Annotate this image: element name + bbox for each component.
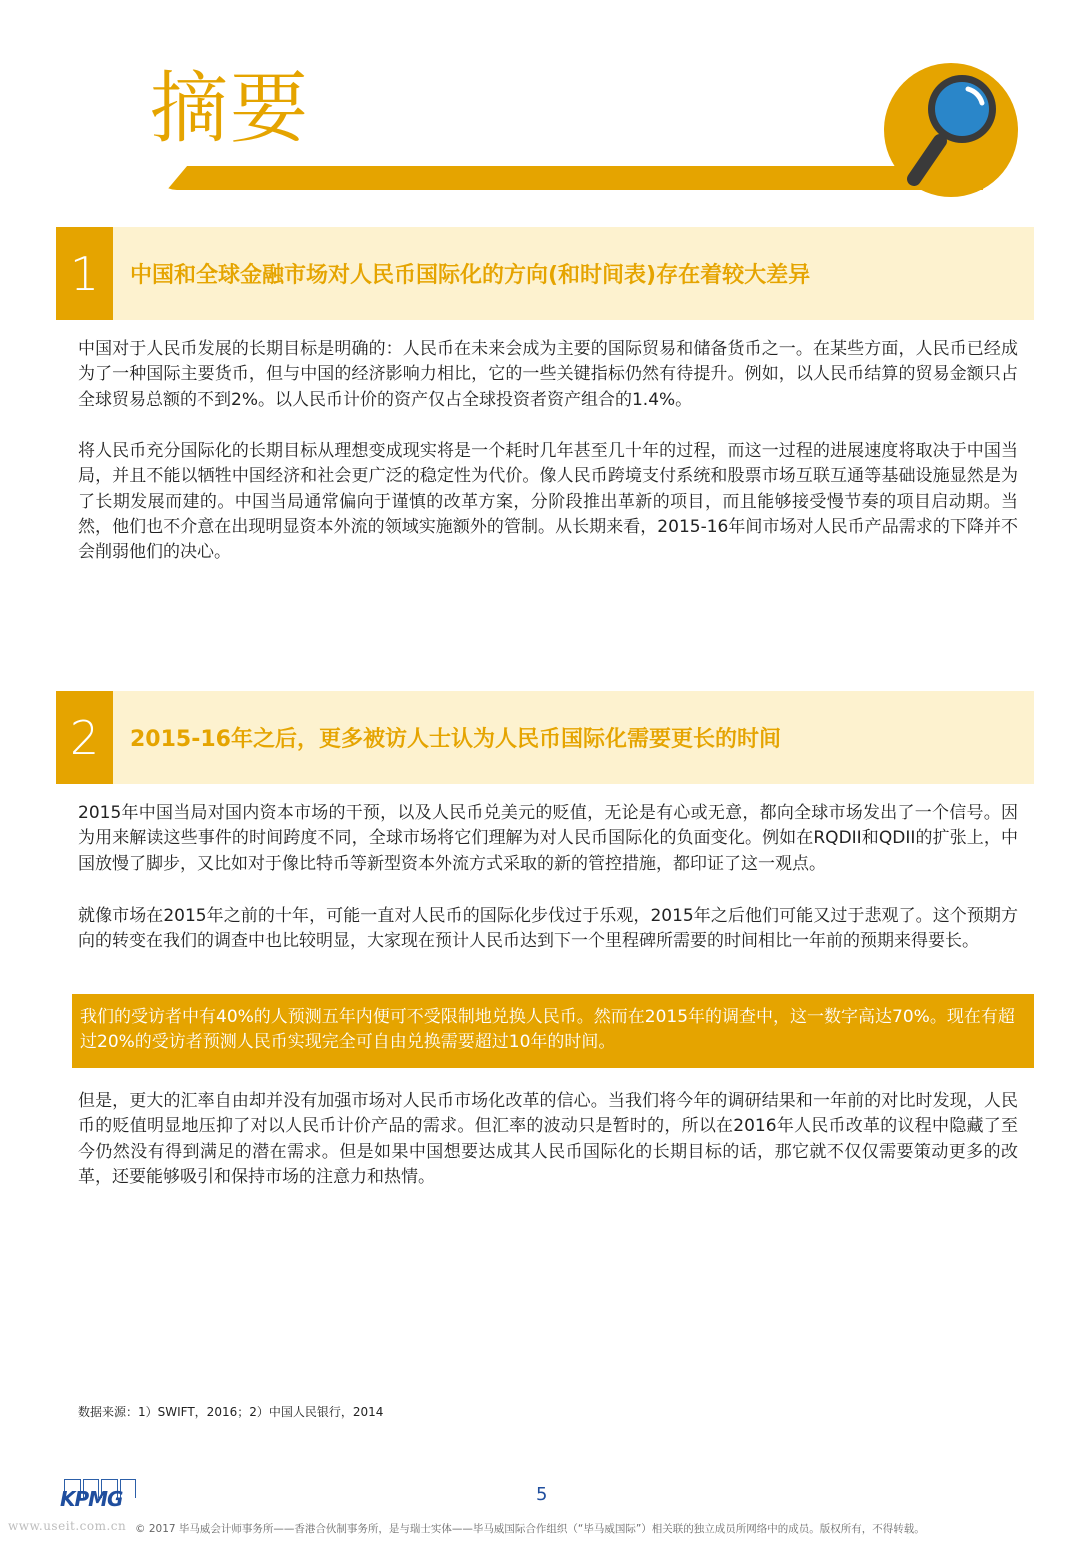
title-underline-bar [155,166,983,190]
section-2-paragraph-1: 2015年中国当局对国内资本市场的干预，以及人民币兑美元的贬值，无论是有心或无意，都向全球市场发出了一个信号。因为用来解读这些事件的时间跨度不同，全球市场将它们理解为对人民币国际化的负面变化。例如在RQDII和QDII的扩张上，中国放慢了脚步，又比如对于像比特币等新型资本外流方式采取的新的管控措施，都印证了这一观点。 [78,803,1018,874]
magnifier-icon [884,63,1018,197]
watermark: www.useit.com.cn [8,1519,127,1533]
copyright-notice: © 2017 毕马威会计师事务所——香港合伙制事务所，是与瑞士实体——毕马威国际合作组织（“毕马威国际”）相关联的独立成员所网络中的成员。版权所有，不得转载。 [135,1523,925,1535]
section-1-paragraph-2: 将人民币充分国际化的长期目标从理想变成现实将是一个耗时几年甚至几十年的过程，而这一过程的进展速度将取决于中国当局，并且不能以牺牲中国经济和社会更广泛的稳定性为代价。像人民币跨境支付系统和股票市场互联互通等基础设施显然是为了长期发展而建的。中国当局通常偏向于谨慎的改革方案，分阶段推出革新的项目，而且能够接受慢节奏的项目启动期。当然，他们也不介意在出现明显资本外流的领域实施额外的管制。从长期来看，2015-16年间市场对人民币产品需求的下降并不会削弱他们的决心。 [78,441,1018,563]
section-header-1 [56,227,1034,320]
kpmg-logo: KPMG [60,1487,123,1511]
section-number-1: 1 [56,227,113,320]
section-number-2: 2 [56,691,113,784]
section-2-paragraph-2: 就像市场在2015年之前的十年，可能一直对人民币的国际化步伐过于乐观，2015年之后他们可能又过于悲观了。这个预期方向的转变在我们的调查中也比较明显，大家现在预计人民币达到下一个里程碑所需要的时间相比一年前的预期来得要长。 [78,906,1018,952]
section-header-2 [56,691,1034,784]
highlight-callout: 我们的受访者中有40%的人预测五年内便可不受限制地兑换人民币。然而在2015年的调查中，这一数字高达70%。现在有超过20%的受访者预测人民币实现完全可自由兑换需要超过10年的时间。 [72,994,1034,1068]
source-note: 数据来源：1）SWIFT，2016；2）中国人民银行，2014 [78,1405,384,1419]
section-title-2: 2015-16年之后，更多被访人士认为人民币国际化需要更长的时间 [130,727,781,752]
section-2-closing-paragraph: 但是，更大的汇率自由却并没有加强市场对人民币市场化改革的信心。当我们将今年的调研结果和一年前的对比时发现，人民币的贬值明显地压抑了对以人民币计价产品的需求。但汇率的波动只是暂时的，所以在2016年人民币改革的议程中隐藏了至今仍然没有得到满足的潜在需求。但是如果中国想要达成其人民币国际化的长期目标的话，那它就不仅仅需要策动更多的改革，还要能够吸引和保持市场的注意力和热情。 [78,1091,1018,1187]
page-title: 摘要 [150,64,311,154]
section-1-paragraph-1: 中国对于人民币发展的长期目标是明确的：人民币在未来会成为主要的国际贸易和储备货币之一。在某些方面，人民币已经成为了一种国际主要货币，但与中国的经济影响力相比，它的一些关键指标仍然有待提升。例如，以人民币结算的贸易金额只占全球贸易总额的不到2%。以人民币计价的资产仅占全球投资者资产组合的1.4%。 [78,339,1018,410]
page-number: 5 [536,1484,548,1505]
section-title-1: 中国和全球金融市场对人民币国际化的方向(和时间表)存在着较大差异 [130,263,811,288]
